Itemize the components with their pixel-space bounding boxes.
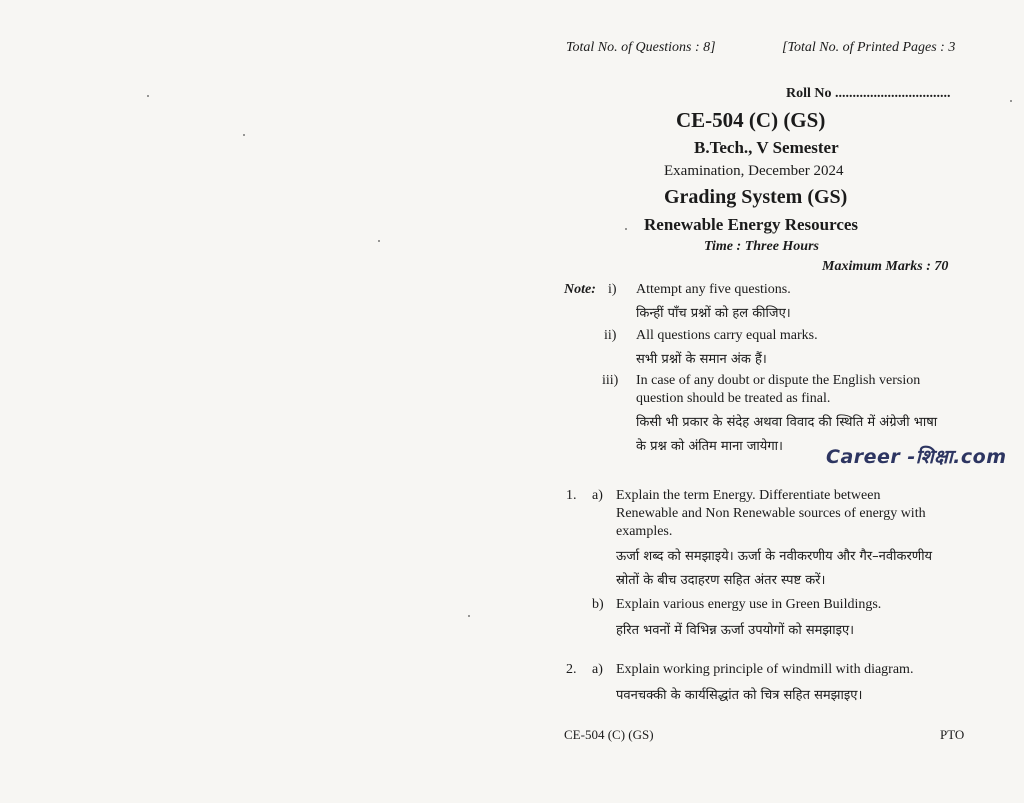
footer-pto: PTO (940, 727, 965, 742)
semester: B.Tech., V Semester (694, 138, 839, 157)
max-marks: Maximum Marks : 70 (822, 259, 949, 274)
question-text-hindi: स्रोतों के बीच उदाहरण सहित अंतर स्पष्ट करें। (616, 573, 826, 588)
question-part-label: b) (592, 597, 604, 612)
total-questions: Total No. of Questions : 8] (566, 40, 716, 55)
question-text-hindi: पवनचक्की के कार्यसिद्धांत को चित्र सहित समझाइए। (616, 688, 863, 703)
question-part-label: a) (592, 488, 603, 503)
question-text-hindi: हरित भवनों में विभिन्न ऊर्जा उपयोगों को समझाइए। (616, 623, 855, 638)
exam-time: Time : Three Hours (704, 239, 819, 254)
question-text: Explain working principle of windmill with diagram. (616, 662, 914, 677)
note-text-hindi: किसी भी प्रकार के संदेह अथवा विवाद की स्थिति में अंग्रेजी भाषा (636, 415, 938, 430)
scan-speck (1010, 100, 1012, 102)
question-text: Explain the term Energy. Differentiate between (616, 488, 881, 503)
scan-speck (625, 228, 627, 230)
note-num: iii) (602, 373, 619, 388)
note-text: question should be treated as final. (636, 391, 831, 406)
note-num: i) (608, 282, 617, 297)
question-number: 2. (566, 662, 577, 677)
note-text: All questions carry equal marks. (636, 328, 818, 343)
footer-code: CE-504 (C) (GS) (564, 727, 654, 742)
question-part-label: a) (592, 662, 603, 677)
subject-title: Renewable Energy Resources (644, 215, 859, 234)
scan-speck (378, 240, 380, 242)
scan-speck (468, 615, 470, 617)
note-text-hindi: सभी प्रश्नों के समान अंक हैं। (636, 352, 767, 367)
paper-code: CE-504 (C) (GS) (676, 108, 826, 132)
note-num: ii) (604, 328, 617, 343)
note-text-hindi: किन्हीं पाँच प्रश्नों को हल कीजिए। (636, 306, 791, 321)
grading-system: Grading System (GS) (664, 186, 848, 208)
note-text-hindi: के प्रश्न को अंतिम माना जायेगा। (636, 439, 783, 454)
question-text: Renewable and Non Renewable sources of energy with (616, 506, 926, 521)
total-pages: [Total No. of Printed Pages : 3 (782, 40, 956, 55)
question-text: Explain various energy use in Green Buildings. (616, 597, 882, 612)
scan-speck (243, 134, 245, 136)
note-text: Attempt any five questions. (636, 282, 791, 297)
note-text: In case of any doubt or dispute the English version (636, 373, 921, 388)
scan-speck (147, 95, 149, 97)
exam-date: Examination, December 2024 (664, 163, 844, 179)
roll-no: Roll No ................................. (786, 86, 951, 101)
note-label: Note: (564, 282, 596, 297)
question-text-hindi: ऊर्जा शब्द को समझाइये। ऊर्जा के नवीकरणीय और गैर–नवीकरणीय (616, 549, 933, 564)
question-text: examples. (616, 524, 673, 539)
watermark-logo: Career -शिक्षा.com (826, 446, 1007, 468)
question-number: 1. (566, 488, 577, 503)
